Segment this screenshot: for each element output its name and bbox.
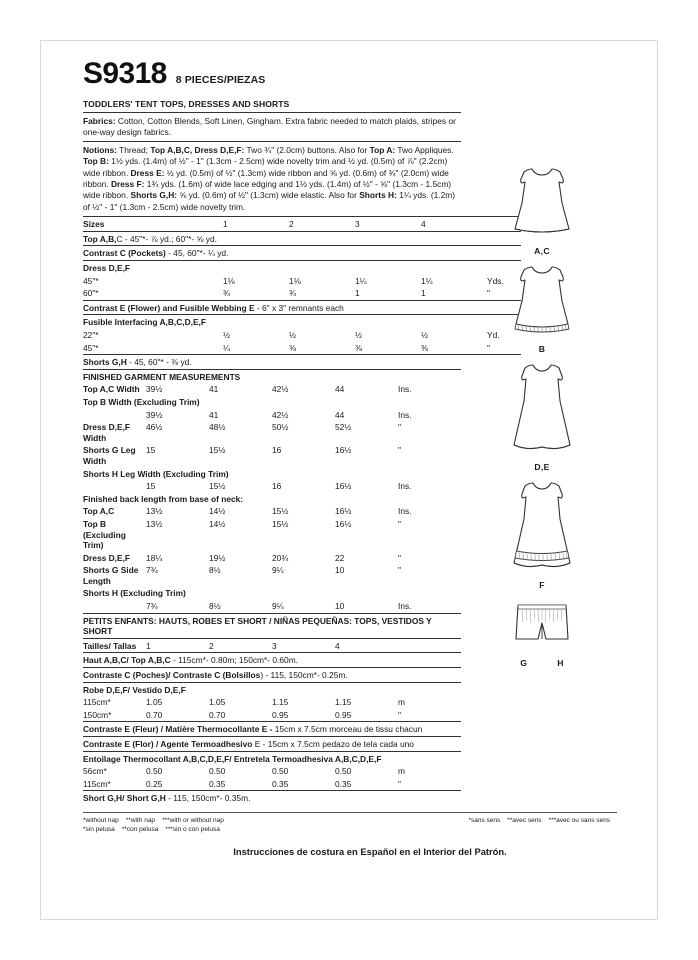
- row-unit: Ins.: [398, 601, 412, 612]
- table-subheading: Robe D,E,F/ Vestido D,E,F: [83, 682, 461, 696]
- row-label: 56cm*: [83, 766, 107, 777]
- row-label: 22"*: [83, 330, 99, 340]
- table-row: [83, 444, 461, 467]
- value-size-4: 44: [335, 384, 345, 395]
- value-size-4: 52½: [335, 422, 352, 433]
- table-subheading: Shorts H (Excluding Trim): [83, 588, 186, 599]
- value-size-4: 16½: [335, 518, 352, 529]
- table-row: [83, 421, 461, 444]
- table-row: [83, 765, 461, 778]
- value-size-2: 1.05: [209, 697, 226, 708]
- value-size-4: 44: [335, 409, 345, 420]
- metric-heading: PETITS ENFANTS: HAUTS, ROBES ET SHORT / NIÑAS PEQUEÑAS: TOPS, VESTIDOS Y SHORT: [83, 613, 461, 638]
- value-size-1: 0.50: [146, 766, 163, 777]
- row-label: Shorts G Side Length: [83, 565, 139, 586]
- row-unit: Ins.: [398, 481, 412, 492]
- row-unit: m: [398, 766, 405, 777]
- table-row: [83, 287, 521, 300]
- finished-measurements-table: [83, 369, 461, 613]
- value-size-2: 0.35: [209, 778, 226, 789]
- row-label: 115cm*: [83, 778, 111, 789]
- size-header-3: 3: [355, 217, 421, 232]
- piece-count: 8 PIECES/PIEZAS: [175, 74, 266, 86]
- value-size-3: 0.35: [272, 778, 289, 789]
- table-row: [83, 600, 461, 613]
- table-row: [83, 261, 521, 275]
- value-size-2: 48½: [209, 422, 226, 433]
- figure-view-ac: [467, 163, 617, 256]
- row-label: Contraste E (Fleur) / Matière Thermocollante E -: [83, 724, 275, 735]
- row-label: 60"*: [83, 288, 99, 299]
- figure-view-b: [467, 261, 617, 354]
- row-label: 115cm*: [83, 697, 111, 708]
- unit-header: [398, 638, 461, 653]
- footnote-sin-o-con-pelusa: ***sin o con pelusa: [165, 825, 220, 833]
- footnote-row-spanish: [83, 825, 231, 834]
- row-label: Dress D,E,F: [83, 552, 131, 563]
- notions-term: Dress E:: [130, 167, 165, 178]
- figure-label-g: G: [520, 658, 528, 668]
- value-size-1: 13½: [146, 506, 163, 517]
- figure-label-h: H: [557, 658, 564, 668]
- value-size-2: 0.50: [209, 766, 226, 777]
- table-row: [83, 778, 461, 791]
- row-label: Top B (Excluding Trim): [83, 518, 126, 551]
- row-label: Top A,C Width: [83, 384, 140, 395]
- sizes-label: Sizes: [83, 217, 223, 232]
- footnote-avec-sens: **avec sens: [507, 816, 542, 824]
- envelope-content: [83, 59, 617, 857]
- row-label: [83, 409, 146, 422]
- sizes-label: Tailles/ Tallas: [83, 638, 146, 653]
- fabrics-paragraph: [83, 116, 461, 139]
- table-row: [83, 505, 461, 518]
- value-size-4: 0.50: [335, 766, 352, 777]
- value-size-4: 16½: [335, 445, 352, 456]
- table-note-row: Contraste C (Poches)/ Contraste C (Bolsillos) - 115, 150cm*- 0.25m.: [83, 668, 461, 683]
- table-row: [83, 737, 461, 752]
- table-note-row: Short G,H/ Short G,H - 115, 150cm*- 0.35m.: [83, 791, 461, 805]
- notions-term: Shorts H:: [359, 190, 397, 201]
- figure-view-de: [467, 359, 617, 472]
- divider: [83, 141, 461, 142]
- table-row: [83, 751, 461, 765]
- table-row: [83, 668, 461, 683]
- figure-label-gh: [467, 658, 617, 668]
- english-yardage-table: [83, 216, 521, 369]
- table-subheading: Entoilage Thermocollant A,B,C,D,E,F/ Entretela Termoadhesiva A,B,C,D,E,F: [83, 751, 461, 765]
- footnote-sin-pelusa: *sin pelusa: [83, 825, 115, 833]
- value-size-4: 10: [335, 565, 345, 576]
- value-size-3: ½: [355, 330, 362, 340]
- table-row: [83, 275, 521, 288]
- value-size-1: ¼: [223, 342, 230, 353]
- table-subheading: Top B Width (Excluding Trim): [83, 396, 200, 407]
- row-label: Haut A,B,C/ Top A,B,C: [83, 655, 171, 666]
- row-label: Short G,H/ Short G,H: [83, 793, 169, 804]
- row-label: Contrast C (Pockets): [83, 248, 166, 259]
- top-ac-drawing: [494, 163, 590, 245]
- value-size-1: 7¾: [146, 601, 158, 612]
- value-size-1: ¾: [223, 288, 230, 299]
- value-size-4: 0.35: [335, 778, 352, 789]
- value-size-3: 42½: [272, 409, 289, 420]
- table-row: [83, 315, 521, 329]
- footnote-with-nap: **with nap: [125, 816, 156, 824]
- value-size-1: 46½: [146, 422, 163, 433]
- value-size-2: 14½: [209, 506, 226, 517]
- table-row: [83, 409, 461, 422]
- value-size-1: ½: [223, 330, 230, 340]
- value-size-2: 19½: [209, 552, 226, 563]
- size-header-2: 2: [289, 217, 355, 232]
- row-unit: ": [487, 288, 490, 299]
- table-row: [83, 231, 521, 246]
- top-b-drawing: [494, 261, 590, 343]
- row-label: Shorts G Leg Width: [83, 445, 136, 466]
- value-size-3: 0.50: [272, 766, 289, 777]
- footnote-avec-ou-sans-sens: ***avec ou sans sens: [548, 816, 610, 824]
- value-size-4: 16½: [335, 506, 352, 517]
- value-size-2: 1⅛: [289, 275, 301, 286]
- value-size-1: 0.25: [146, 778, 163, 789]
- row-label: Dress D,E,F Width: [83, 422, 131, 443]
- row-unit: m: [398, 697, 405, 708]
- footnote-with-or-without-nap: ***with or without nap: [162, 816, 224, 824]
- table-row: [83, 791, 461, 805]
- table-note-row: Shorts G,H - 45, 60"* - ⅜ yd.: [83, 355, 521, 369]
- table-row: [83, 383, 461, 396]
- pattern-envelope-back: [40, 40, 658, 920]
- value-size-2: 8½: [209, 601, 221, 612]
- row-unit: Yd.: [487, 330, 500, 340]
- row-unit: Ins.: [398, 384, 412, 395]
- fabrics-label: Fabrics:: [83, 115, 116, 126]
- metric-heading-row: [83, 613, 461, 638]
- value-size-3: 16: [272, 445, 282, 456]
- row-label: 45"*: [83, 342, 99, 353]
- pattern-number: S9318: [83, 57, 167, 90]
- table-row: [83, 329, 521, 342]
- table-row: [83, 552, 461, 565]
- table-subheading: Dress D,E,F: [83, 261, 521, 275]
- table-row: [83, 246, 521, 261]
- value-size-1: 1.05: [146, 697, 163, 708]
- value-size-4: 0.95: [335, 709, 352, 720]
- size-header-4: 4: [335, 638, 398, 653]
- value-size-3: 1: [355, 288, 360, 299]
- finished-measurements-heading: FINISHED GARMENT MEASUREMENTS: [83, 369, 461, 383]
- value-size-3: 15½: [272, 518, 289, 529]
- value-size-2: 0.70: [209, 709, 226, 720]
- row-unit: ": [398, 422, 401, 433]
- table-row: [83, 564, 461, 587]
- table-note-row: Haut A,B,C/ Top A,B,C - 115cm*- 0.80m; 150cm*- 0.60m.: [83, 653, 461, 668]
- table-subheading: Fusible Interfacing A,B,C,D,E,F: [83, 315, 521, 329]
- value-size-4: ½: [421, 330, 428, 340]
- row-label: Shorts G,H: [83, 357, 130, 368]
- table-note-row: Contrast E (Flower) and Fusible Webbing E - 6" x 3" remnants each: [83, 300, 521, 315]
- size-header-1: 1: [223, 217, 289, 232]
- figure-label-de: D,E: [534, 462, 550, 472]
- row-label: Contrast E (Flower) and Fusible Webbing E: [83, 302, 257, 313]
- value-size-1: 7¾: [146, 565, 158, 576]
- row-unit: Ins.: [398, 409, 412, 420]
- value-size-2: 8½: [209, 565, 221, 576]
- value-size-3: 1.15: [272, 697, 289, 708]
- row-unit: ": [398, 445, 401, 456]
- table-row: [83, 480, 461, 493]
- size-header-2: 2: [209, 638, 272, 653]
- notions-label: Notions:: [83, 144, 117, 155]
- value-size-3: 20¾: [272, 552, 289, 563]
- figure-view-f: [467, 477, 617, 590]
- value-size-2: ⅜: [289, 342, 296, 353]
- spanish-instructions-note: Instrucciones de costura en Español en el Interior del Patrón.: [233, 845, 507, 857]
- value-size-1: 39½: [146, 409, 163, 420]
- notions-text: Thread; Top A,B,C, Dress D,E,F: Two ¾" (2.0cm) buttons. Also for Top A: Two Appliques. Top B: 1½ yds. (1.4m) of ½" - 1" (1.3cm - 2.5cm) wide novelty trim and ½ yd. (0.5m) of ⅞" (2.2cm) wide ribbon. Dress E: ½ yd. (0.5m) of ½" (1.3cm) wide ribbon and ⅝ yd. (0.6m) of ¾" (2.0cm) wide ribbon. Dress F: 1¾ yds. (1.6m) of wide lace edging and 1½ yds. (1.4m) of ½" - ⅝" (1.3cm - 1.5cm) wide ribbon. Shorts G,H: ⅝ yd. (0.6m) of ½" (1.3cm) wide elastic. Also for Shorts H: 1¼ yds. (1.2m) of ½" - 1" (1.3cm - 2.5cm) wide novelty trim.: [83, 144, 456, 212]
- footnotes-block: [83, 812, 617, 834]
- notions-term: Top A:: [369, 144, 396, 155]
- notions-term: Dress F:: [110, 179, 145, 190]
- table-subheading: Shorts H Leg Width (Excluding Trim): [83, 468, 229, 479]
- value-size-1: 15: [146, 481, 156, 492]
- value-size-3: 16: [272, 481, 282, 492]
- value-size-1: 1⅛: [223, 275, 235, 286]
- table-row: [83, 355, 521, 369]
- row-label: [83, 600, 146, 613]
- table-note-row: Contraste E (Fleur) / Matière Thermocollante E - 15cm x 7.5cm morceau de tissu chacun: [83, 722, 461, 737]
- row-unit: Yds.: [487, 275, 504, 286]
- footnotes-english-spanish: [83, 816, 231, 834]
- value-size-3: 1¼: [355, 275, 367, 286]
- value-size-2: 41: [209, 384, 219, 395]
- size-header-3: 3: [272, 638, 335, 653]
- row-label: 45"*: [83, 275, 99, 286]
- footnote-without-nap: *without nap: [83, 816, 119, 824]
- table-row: [83, 587, 461, 600]
- value-size-3: 9¼: [272, 601, 284, 612]
- table-note-row: Top A,B,C - 45"*- ⅞ yd.; 60"*- ⅝ yd.: [83, 231, 521, 246]
- value-size-4: 22: [335, 552, 345, 563]
- table-row: [83, 653, 461, 668]
- row-unit: ": [398, 565, 401, 576]
- value-size-3: 9¼: [272, 565, 284, 576]
- value-size-4: 10: [335, 601, 345, 612]
- figure-label-ac: A,C: [534, 246, 550, 256]
- value-size-3: 15½: [272, 506, 289, 517]
- value-size-2: 41: [209, 409, 219, 420]
- table-row: [83, 493, 461, 506]
- value-size-1: 15: [146, 445, 156, 456]
- row-label: Top A,C: [83, 506, 115, 517]
- value-size-2: ½: [289, 330, 296, 340]
- value-size-2: 15½: [209, 481, 226, 492]
- row-label: [83, 480, 146, 493]
- row-label: Contraste C (Poches)/ Contraste C (Bolsillos: [83, 670, 261, 681]
- value-size-3: ⅜: [355, 342, 362, 353]
- row-unit: ": [398, 552, 401, 563]
- table-row: [83, 696, 461, 709]
- footnotes-french: [468, 816, 617, 834]
- row-label: 150cm*: [83, 709, 112, 720]
- value-size-3: 0.95: [272, 709, 289, 720]
- value-size-1: 0.70: [146, 709, 163, 720]
- table-note-row: Contrast C (Pockets) - 45, 60"*- ¼ yd.: [83, 246, 521, 261]
- notions-term: Shorts G,H:: [130, 190, 178, 201]
- value-size-4: 1¼: [421, 275, 433, 286]
- garment-illustrations: [467, 91, 617, 673]
- fabrics-text: Cotton, Cotton Blends, Soft Linen, Gingham. Extra fabric needed to match plaids, stripes or one-way design fabrics.: [83, 115, 456, 137]
- info-column: [83, 91, 504, 805]
- garment-title: TODDLERS' TENT TOPS, DRESSES AND SHORTS: [83, 99, 290, 109]
- table-row: [83, 682, 461, 696]
- value-size-2: 14½: [209, 518, 226, 529]
- value-size-2: 15½: [209, 445, 226, 456]
- footnote-row-french: [468, 816, 617, 825]
- notions-paragraph: [83, 145, 461, 213]
- finished-heading-row: [83, 369, 461, 383]
- value-size-1: 18¼: [146, 552, 163, 563]
- row-unit: ": [487, 342, 490, 353]
- row-unit: Ins.: [398, 506, 412, 517]
- size-header-1: 1: [146, 638, 209, 653]
- value-size-4: 1.15: [335, 697, 352, 708]
- notions-term: Top B:: [83, 156, 109, 167]
- row-unit: ": [398, 518, 401, 529]
- figure-label-b: B: [538, 344, 546, 354]
- dress-f-drawing: [494, 477, 590, 579]
- metric-yardage-table: [83, 613, 461, 805]
- table-row: [83, 342, 521, 355]
- value-size-4: 16½: [335, 481, 352, 492]
- value-size-1: 39½: [146, 384, 163, 395]
- value-size-3: 50½: [272, 422, 289, 433]
- row-unit: ": [398, 709, 401, 720]
- row-label: Top A,B,: [83, 233, 117, 244]
- divider: [83, 112, 461, 113]
- table-row: [83, 518, 461, 552]
- value-size-2: ¾: [289, 288, 296, 299]
- shorts-gh-drawing: [494, 595, 590, 657]
- table-row: [83, 468, 461, 481]
- table-row: [83, 722, 461, 737]
- value-size-4: ⅜: [421, 342, 428, 353]
- size-header-4: 4: [421, 217, 487, 232]
- table-subheading: Finished back length from base of neck:: [83, 493, 244, 504]
- footnote-con-pelusa: **con pelusa: [121, 825, 159, 833]
- row-unit: ": [398, 778, 401, 789]
- footnote-sans-sens: *sans sens: [468, 816, 501, 824]
- value-size-4: 1: [421, 288, 426, 299]
- value-size-1: 13½: [146, 518, 163, 529]
- row-label: Contraste E (Flor) / Agente Termoadhesivo: [83, 739, 255, 749]
- table-header-row: [83, 638, 461, 653]
- figure-label-f: F: [539, 580, 545, 590]
- dress-de-drawing: [494, 359, 590, 461]
- table-note-row: Contraste E (Flor) / Agente Termoadhesivo E - 15cm x 7.5cm pedazo de tela cada uno: [83, 737, 461, 752]
- notions-term: Top A,B,C, Dress D,E,F:: [150, 144, 245, 155]
- table-header-row: [83, 217, 521, 232]
- table-row: [83, 300, 521, 315]
- footnote-row-english: [83, 816, 231, 825]
- figure-view-gh: [467, 595, 617, 668]
- table-row: [83, 709, 461, 722]
- table-row: [83, 396, 461, 409]
- value-size-3: 42½: [272, 384, 289, 395]
- header: [83, 59, 617, 89]
